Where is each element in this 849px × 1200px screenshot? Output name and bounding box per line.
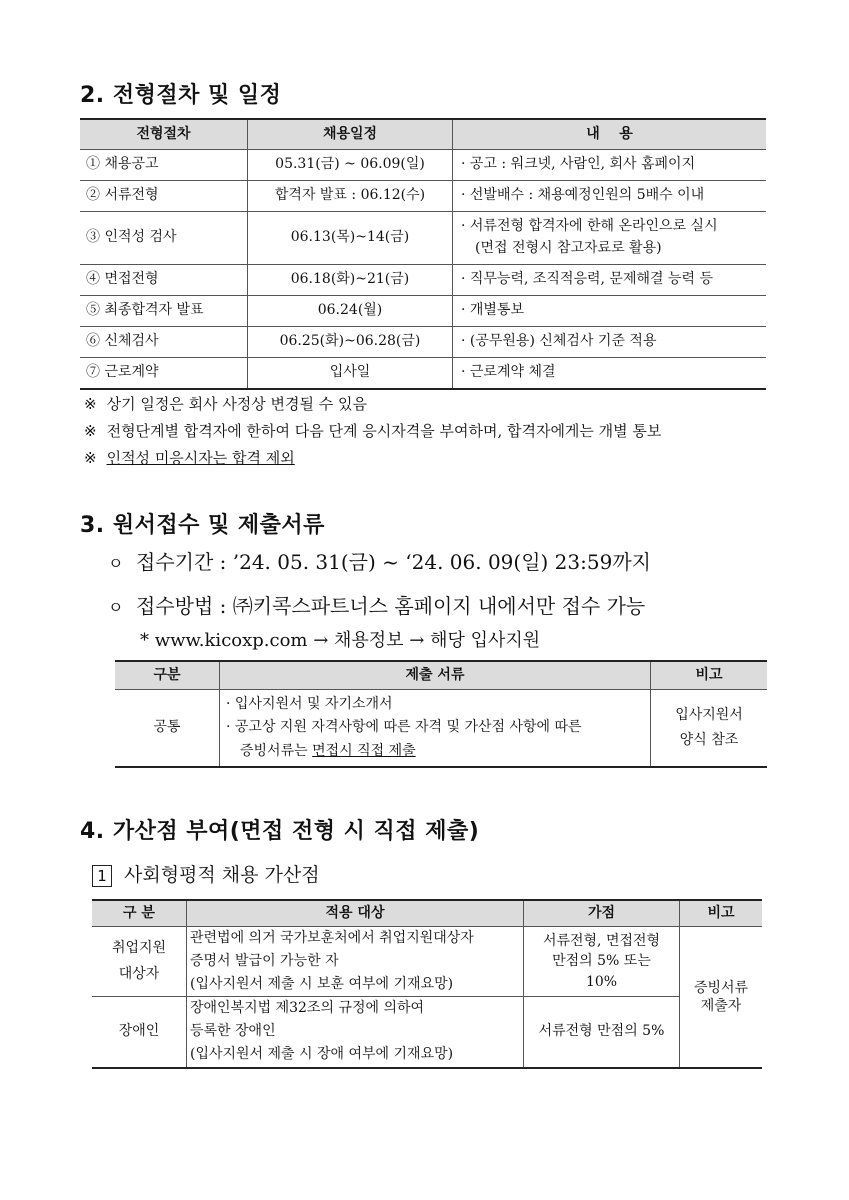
application-method — [108, 590, 645, 619]
step-cell: ② 서류전형 — [80, 181, 248, 212]
category-cell: 장애인 — [92, 997, 187, 1068]
bullet-circle-icon: ㅇ — [108, 554, 124, 573]
target-cell — [187, 927, 524, 997]
remark-line: 증빙서류 — [693, 979, 749, 996]
method-path: * www.kicoxp.com → 채용정보 → 해당 입사지원 — [140, 630, 541, 651]
subsection-title-text: 사회형평적 채용 가산점 — [124, 864, 320, 886]
table-row — [80, 358, 766, 390]
target-cell — [187, 997, 524, 1068]
points-line: 10% — [585, 973, 618, 990]
content-cell: · (공무원용) 신체검사 기준 적용 — [453, 327, 767, 358]
header-content: 내 용 — [453, 119, 767, 150]
content-line: (면접 전형시 참고자료로 활용) — [475, 240, 662, 256]
category-line: 대상자 — [118, 965, 160, 982]
table-header-row — [80, 119, 766, 150]
category-cell: 공통 — [115, 690, 220, 768]
target-line: 증명서 발급이 가능한 자 — [190, 953, 339, 970]
date-cell: 06.18(화)~21(금) — [248, 265, 453, 296]
table-header-row — [92, 900, 762, 927]
header-documents: 제출 서류 — [220, 661, 651, 690]
note-mark: ※ — [84, 395, 97, 413]
note-schedule-change — [84, 393, 367, 414]
header-category: 구 분 — [92, 900, 187, 927]
note-text: 상기 일정은 회사 사정상 변경될 수 있음 — [106, 395, 368, 413]
target-line: (입사지원서 제출 시 보훈 여부에 기재요망) — [190, 976, 454, 993]
table-row — [80, 265, 766, 296]
step-cell: ③ 인적성 검사 — [80, 212, 248, 265]
bullet-circle-icon: ㅇ — [108, 598, 124, 617]
doc-line-underlined: 면접시 직접 제출 — [312, 742, 416, 759]
remark-cell — [651, 690, 768, 768]
target-line: (입사지원서 제출 시 장애 여부에 기재요망) — [190, 1046, 454, 1063]
table-row — [80, 181, 766, 212]
subsection-title — [92, 860, 320, 887]
table-row — [80, 212, 766, 265]
section-3-title: 3. 원서접수 및 제출서류 — [80, 513, 325, 538]
table-row — [80, 296, 766, 327]
documents-cell — [220, 690, 651, 768]
target-line: 장애인복지법 제32조의 규정에 의하여 — [190, 1000, 425, 1017]
remark-line: 양식 참조 — [679, 732, 739, 748]
doc-line: · 공고상 지원 자격사항에 따른 자격 및 가산점 사항에 따른 — [226, 719, 582, 736]
date-cell: 입사일 — [248, 358, 453, 390]
note-stage-pass — [84, 420, 661, 441]
content-line: · 서류전형 합격자에 한해 온라인으로 실시 — [461, 218, 718, 235]
method-text: 접수방법 : ㈜키콕스파트너스 홈페이지 내에서만 접수 가능 — [136, 594, 646, 618]
remark-cell — [680, 927, 763, 1068]
schedule-table — [80, 118, 766, 390]
doc-line-prefix: 증빙서류는 — [240, 742, 313, 759]
header-date: 채용일정 — [248, 119, 453, 150]
category-line: 취업지원 — [111, 940, 167, 957]
note-aptitude-exclusion — [84, 447, 295, 468]
table-row — [80, 150, 766, 181]
date-cell: 06.13(목)~14(금) — [248, 212, 453, 265]
header-points: 가점 — [524, 900, 680, 927]
content-cell — [453, 212, 767, 265]
target-line: 등록한 장애인 — [190, 1023, 276, 1040]
points-cell — [524, 927, 680, 997]
boxed-number: 1 — [92, 865, 112, 887]
table-header-row — [115, 661, 767, 690]
table-row — [115, 690, 767, 768]
note-mark: ※ — [84, 422, 97, 440]
note-text: 전형단계별 합격자에 한하여 다음 단계 응시자격을 부여하며, 합격자에게는 개별 통보 — [106, 422, 662, 440]
table-row — [92, 997, 762, 1068]
content-cell: · 직무능력, 조직적응력, 문제해결 능력 등 — [453, 265, 767, 296]
date-cell: 06.25(화)~06.28(금) — [248, 327, 453, 358]
bonus-points-table — [92, 899, 762, 1069]
date-cell: 05.31(금) ~ 06.09(일) — [248, 150, 453, 181]
doc-line: · 입사지원서 및 자기소개서 — [226, 696, 393, 713]
content-cell: · 근로계약 체결 — [453, 358, 767, 390]
step-cell: ① 채용공고 — [80, 150, 248, 181]
application-period — [108, 546, 651, 575]
content-cell: · 개별통보 — [453, 296, 767, 327]
period-text: 접수기간 : ’24. 05. 31(금) ~ ‘24. 06. 09(일) 23:59까지 — [136, 550, 651, 574]
target-line: 관련법에 의거 국가보훈처에서 취업지원대상자 — [190, 930, 474, 946]
category-cell — [92, 927, 187, 997]
date-cell: 06.24(월) — [248, 296, 453, 327]
content-cell: · 공고 : 워크넷, 사람인, 회사 홈페이지 — [453, 150, 767, 181]
header-step: 전형절차 — [80, 119, 248, 150]
date-cell: 합격자 발표 : 06.12(수) — [248, 181, 453, 212]
header-target: 적용 대상 — [187, 900, 524, 927]
step-cell: ⑤ 최종합격자 발표 — [80, 296, 248, 327]
section-4-title: 4. 가산점 부여(면접 전형 시 직접 제출) — [80, 819, 480, 844]
table-row — [92, 927, 762, 997]
documents-table — [115, 660, 767, 768]
doc-line — [226, 740, 644, 763]
remark-line: 입사지원서 — [675, 706, 743, 723]
note-mark: ※ — [84, 449, 97, 467]
step-cell: ⑦ 근로계약 — [80, 358, 248, 390]
points-line: 만점의 5% 또는 — [552, 953, 651, 970]
header-category: 구분 — [115, 661, 220, 690]
content-cell: · 선발배수 : 채용예정인원의 5배수 이내 — [453, 181, 767, 212]
header-remark: 비고 — [680, 900, 763, 927]
points-cell: 서류전형 만점의 5% — [524, 997, 680, 1068]
step-cell: ⑥ 신체검사 — [80, 327, 248, 358]
section-2-title: 2. 전형절차 및 일정 — [80, 83, 282, 108]
table-row — [80, 327, 766, 358]
step-cell: ④ 면접전형 — [80, 265, 248, 296]
note-text: 인적성 미응시자는 합격 제외 — [106, 449, 295, 467]
remark-line: 제출자 — [700, 997, 742, 1014]
points-line: 서류전형, 면접전형 — [542, 933, 661, 950]
header-remark: 비고 — [651, 661, 768, 690]
